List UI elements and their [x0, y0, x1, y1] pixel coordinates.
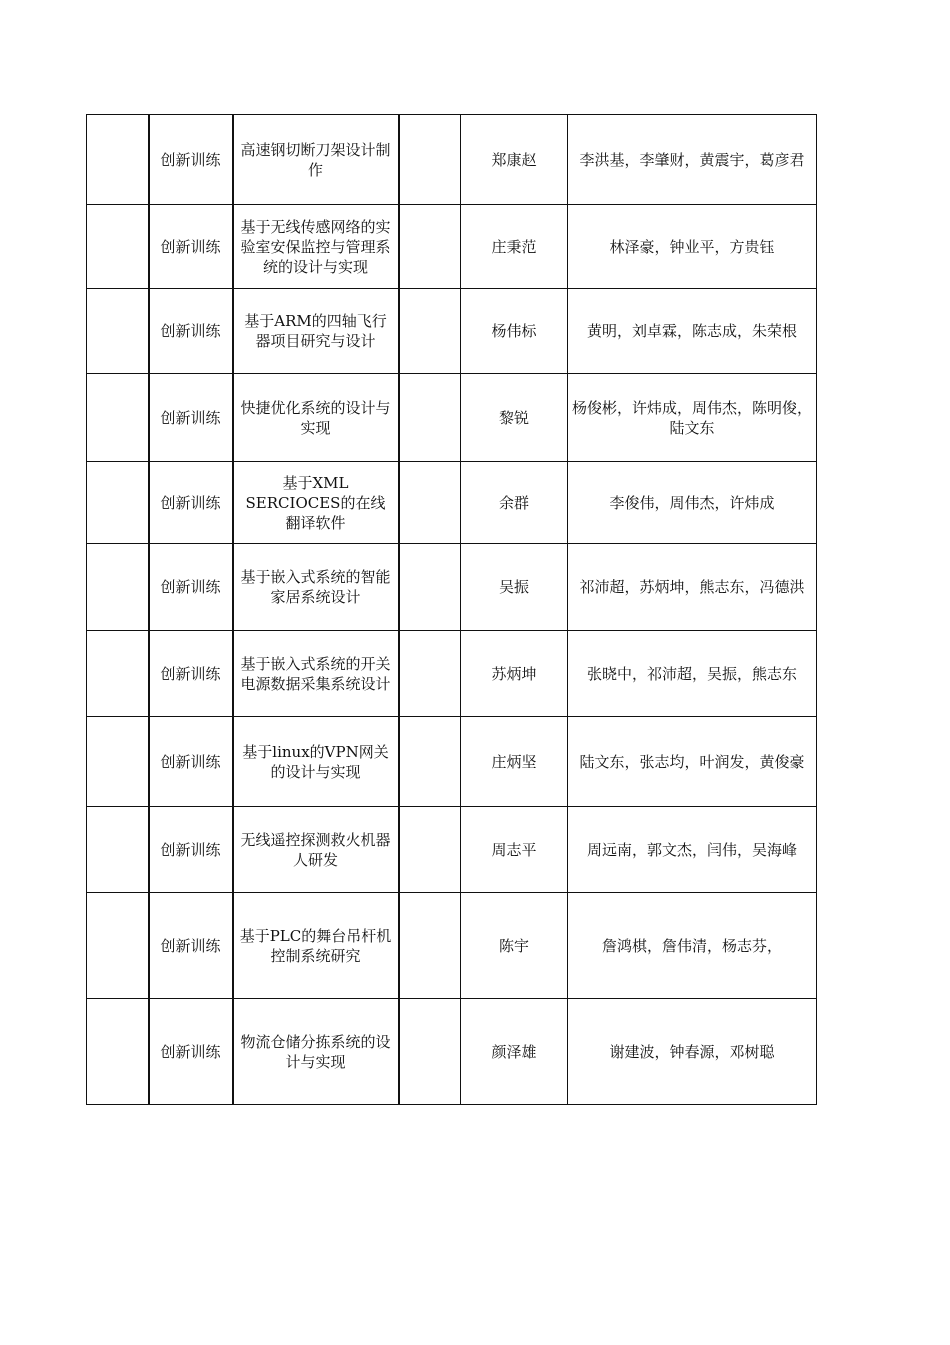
- members-cell: 詹鸿棋，詹伟清，杨志芬，: [568, 893, 817, 999]
- members-cell: 陆文东，张志均，叶润发，黄俊豪: [568, 717, 817, 807]
- index-cell: [87, 893, 149, 999]
- blank-cell: [399, 374, 461, 462]
- members-cell: 杨俊彬，许炜成，周伟杰，陈明俊，陆文东: [568, 374, 817, 462]
- table-row: [87, 205, 817, 289]
- leader-cell: 黎锐: [461, 374, 568, 462]
- blank-cell: [399, 631, 461, 717]
- leader-cell: 陈宇: [461, 893, 568, 999]
- table-row: [87, 544, 817, 631]
- blank-cell: [399, 807, 461, 893]
- table-row: [87, 999, 817, 1105]
- leader-cell: 庄秉范: [461, 205, 568, 289]
- project-title-cell: 基于linux的VPN网关的设计与实现: [233, 717, 399, 807]
- category-cell: 创新训练: [149, 289, 233, 374]
- blank-cell: [399, 717, 461, 807]
- leader-cell: 杨伟标: [461, 289, 568, 374]
- leader-cell: 庄炳坚: [461, 717, 568, 807]
- project-title-cell: 基于嵌入式系统的智能家居系统设计: [233, 544, 399, 631]
- members-cell: 李洪基，李肇财，黄震宇，葛彦君: [568, 115, 817, 205]
- blank-cell: [399, 544, 461, 631]
- blank-cell: [399, 205, 461, 289]
- table-row: [87, 807, 817, 893]
- index-cell: [87, 374, 149, 462]
- category-cell: 创新训练: [149, 205, 233, 289]
- table-row: [87, 289, 817, 374]
- members-cell: 祁沛超，苏炳坤，熊志东，冯德洪: [568, 544, 817, 631]
- blank-cell: [399, 115, 461, 205]
- members-cell: 谢建波，钟春源，邓树聪: [568, 999, 817, 1105]
- table-row: [87, 115, 817, 205]
- category-cell: 创新训练: [149, 807, 233, 893]
- leader-cell: 郑康赵: [461, 115, 568, 205]
- project-title-cell: 物流仓储分拣系统的设计与实现: [233, 999, 399, 1105]
- leader-cell: 余群: [461, 462, 568, 544]
- project-title-cell: 基于ARM的四轴飞行器项目研究与设计: [233, 289, 399, 374]
- leader-cell: 吴振: [461, 544, 568, 631]
- blank-cell: [399, 893, 461, 999]
- index-cell: [87, 807, 149, 893]
- index-cell: [87, 999, 149, 1105]
- leader-cell: 周志平: [461, 807, 568, 893]
- table-row: [87, 893, 817, 999]
- index-cell: [87, 717, 149, 807]
- category-cell: 创新训练: [149, 999, 233, 1105]
- category-cell: 创新训练: [149, 462, 233, 544]
- table-row: [87, 462, 817, 544]
- leader-cell: 颜泽雄: [461, 999, 568, 1105]
- index-cell: [87, 289, 149, 374]
- members-cell: 李俊伟，周伟杰，许炜成: [568, 462, 817, 544]
- project-title-cell: 快捷优化系统的设计与实现: [233, 374, 399, 462]
- category-cell: 创新训练: [149, 544, 233, 631]
- leader-cell: 苏炳坤: [461, 631, 568, 717]
- blank-cell: [399, 999, 461, 1105]
- members-cell: 林泽豪，钟业平，方贵钰: [568, 205, 817, 289]
- blank-cell: [399, 289, 461, 374]
- index-cell: [87, 115, 149, 205]
- index-cell: [87, 462, 149, 544]
- index-cell: [87, 631, 149, 717]
- project-title-cell: 高速钢切断刀架设计制作: [233, 115, 399, 205]
- table-row: [87, 374, 817, 462]
- category-cell: 创新训练: [149, 631, 233, 717]
- project-title-cell: 基于XML SERCIOCES的在线翻译软件: [233, 462, 399, 544]
- index-cell: [87, 544, 149, 631]
- category-cell: 创新训练: [149, 374, 233, 462]
- project-title-cell: 基于无线传感网络的实验室安保监控与管理系统的设计与实现: [233, 205, 399, 289]
- members-cell: 周远南，郭文杰，闫伟，吴海峰: [568, 807, 817, 893]
- project-title-cell: 无线遥控探测救火机器人研发: [233, 807, 399, 893]
- blank-cell: [399, 462, 461, 544]
- project-table: [86, 114, 817, 1105]
- project-title-cell: 基于PLC的舞台吊杆机控制系统研究: [233, 893, 399, 999]
- table-row: [87, 631, 817, 717]
- category-cell: 创新训练: [149, 717, 233, 807]
- table-row: [87, 717, 817, 807]
- category-cell: 创新训练: [149, 115, 233, 205]
- members-cell: 黄明，刘卓霖，陈志成，朱荣根: [568, 289, 817, 374]
- category-cell: 创新训练: [149, 893, 233, 999]
- index-cell: [87, 205, 149, 289]
- members-cell: 张晓中，祁沛超，吴振，熊志东: [568, 631, 817, 717]
- project-title-cell: 基于嵌入式系统的开关电源数据采集系统设计: [233, 631, 399, 717]
